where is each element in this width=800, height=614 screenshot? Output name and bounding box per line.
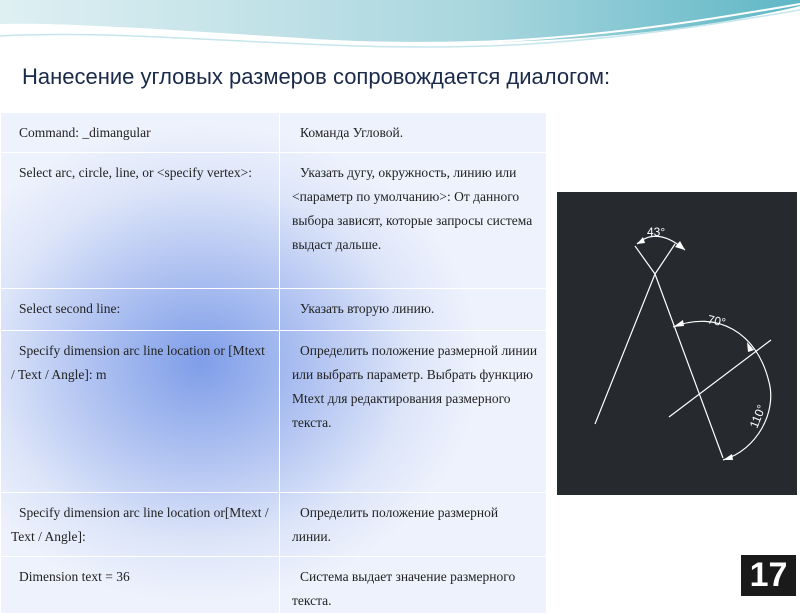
translation-cell: Система выдает значение размерного текста. — [280, 557, 547, 614]
drawing-canvas — [557, 192, 797, 495]
line-b — [655, 274, 723, 458]
table-row — [1, 557, 547, 614]
header-wave-decoration — [0, 0, 800, 56]
command-cell: Specify dimension arc line location or[Mtext / Text / Angle]: — [1, 493, 280, 557]
arrowhead — [675, 241, 685, 250]
dim-arc-70-110 — [673, 321, 771, 460]
translation-cell: Указать дугу, окружность, линию или <параметр по умолчанию>: От данного выбора зависят, которые запросы система выдаст дальше. — [280, 153, 547, 289]
arrowhead — [723, 454, 733, 460]
table-row — [1, 331, 547, 493]
page-number-badge: 17 — [739, 553, 798, 598]
arrowhead — [637, 237, 645, 244]
table-row — [1, 493, 547, 557]
line-a — [595, 274, 655, 424]
command-cell: Select arc, circle, line, or <specify vertex>: — [1, 153, 280, 289]
command-cell: Dimension text = 36 — [1, 557, 280, 614]
dialog-table — [0, 112, 547, 614]
angular-dimension-drawing — [557, 192, 797, 495]
extension-line-left — [635, 246, 655, 274]
table-row — [1, 113, 547, 153]
command-cell: Specify dimension arc line location or [Mtext / Text / Angle]: m — [1, 331, 280, 493]
translation-cell: Определить положение размерной линии или выбрать параметр. Выбрать функцию Mtext для редактирования размерного текста. — [280, 331, 547, 493]
translation-cell: Указать вторую линию. — [280, 289, 547, 331]
dim-label-70: 70° — [706, 312, 728, 330]
translation-cell: Команда Угловой. — [280, 113, 547, 153]
slide-title: Нанесение угловых размеров сопровождается диалогом: — [22, 64, 611, 89]
table-row — [1, 153, 547, 289]
translation-cell: Определить положение размерной линии. — [280, 493, 547, 557]
dim-label-43: 43° — [647, 225, 666, 239]
extension-line-right — [655, 244, 675, 274]
table-row — [1, 289, 547, 331]
dim-label-110: 110° — [746, 402, 769, 431]
command-cell: Command: _dimangular — [1, 113, 280, 153]
command-cell: Select second line: — [1, 289, 280, 331]
arrowhead — [673, 320, 684, 327]
